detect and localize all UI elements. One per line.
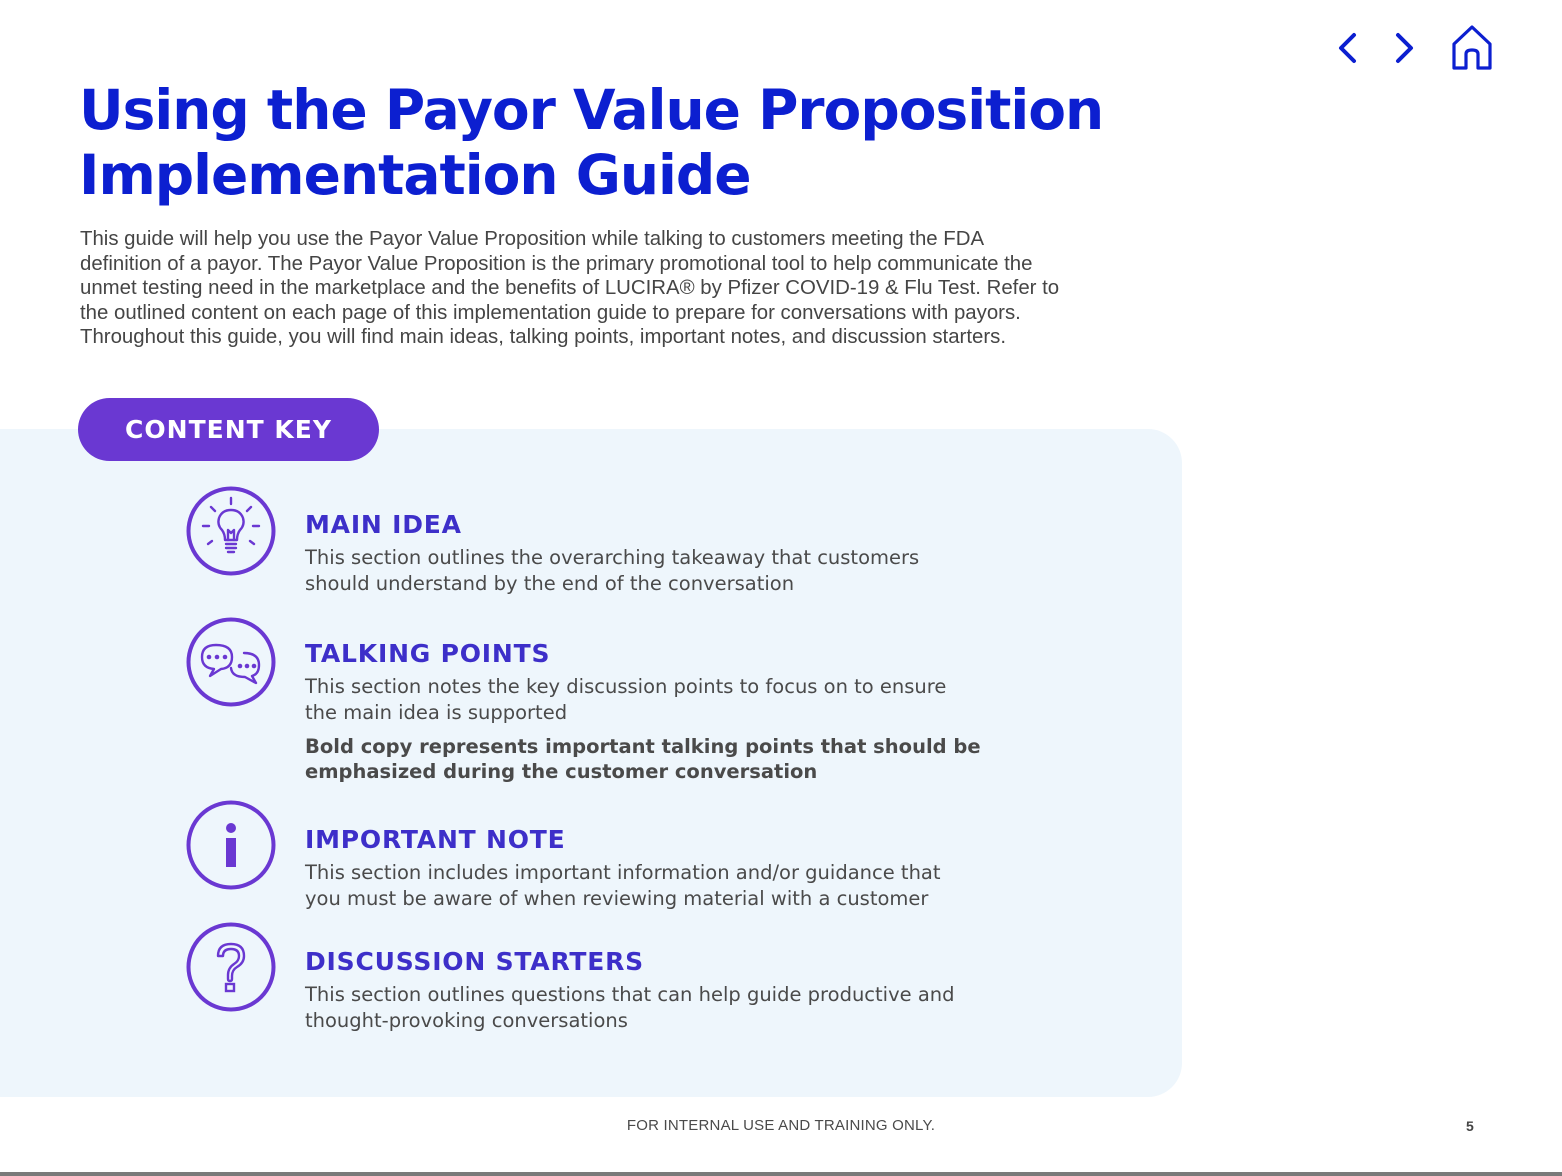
content-key-text xyxy=(305,825,1065,911)
content-key-description xyxy=(305,674,1045,725)
page-title-line: Implementation Guide xyxy=(79,143,751,207)
bold-line: emphasized during the customer conversation xyxy=(305,760,818,783)
description-line: should understand by the end of the conversation xyxy=(305,571,795,595)
page-title-line: Using the Payor Value Proposition xyxy=(79,78,1104,142)
intro-paragraph xyxy=(80,227,1190,350)
lightbulb-icon xyxy=(186,486,276,576)
content-key-description xyxy=(305,982,1045,1033)
page-number: 5 xyxy=(1466,1118,1474,1134)
bold-line: Bold copy represents important talking points that should be xyxy=(305,735,981,758)
content-key-description xyxy=(305,545,1045,596)
description-line: you must be aware of when reviewing material with a customer xyxy=(305,886,929,910)
next-page-button[interactable] xyxy=(1392,30,1418,71)
previous-page-button[interactable] xyxy=(1334,30,1360,71)
content-key-text xyxy=(305,947,1065,1033)
description-line: thought-provoking conversations xyxy=(305,1008,628,1032)
content-key-text xyxy=(305,639,1065,784)
footer-disclaimer: FOR INTERNAL USE AND TRAINING ONLY. xyxy=(626,1117,936,1134)
content-key-bold-note xyxy=(305,734,1045,784)
page-title xyxy=(79,78,1179,208)
description-line: This section outlines questions that can help guide productive and xyxy=(305,983,955,1006)
description-line: This section notes the key discussion points to focus on to ensure xyxy=(305,675,947,698)
content-key-title: TALKING POINTS xyxy=(305,639,551,668)
intro-line: This guide will help you use the Payor Value Proposition while talking to customers meeting the FDA xyxy=(80,228,985,250)
chevron-right-icon xyxy=(1392,30,1418,66)
intro-line: unmet testing need in the marketplace and the benefits of LUCIRA® by Pfizer COVID-19 & Flu Test. Refer to xyxy=(80,277,1060,300)
content-key-badge: CONTENT KEY xyxy=(78,398,379,461)
home-icon xyxy=(1450,22,1494,74)
content-key-text xyxy=(305,510,1065,596)
description-line: This section includes important information and/or guidance that xyxy=(305,861,941,884)
description-line: the main idea is supported xyxy=(305,700,568,724)
intro-line: definition of a payor. The Payor Value Proposition is the primary promotional tool to help communicate the xyxy=(80,252,1033,275)
content-key-title: DISCUSSION STARTERS xyxy=(305,947,644,976)
info-icon xyxy=(186,800,276,890)
content-key-title: MAIN IDEA xyxy=(305,510,462,539)
speech-bubbles-icon xyxy=(186,617,276,707)
intro-line: Throughout this guide, you will find main ideas, talking points, important notes, and discussion starters. xyxy=(80,326,1007,349)
chevron-left-icon xyxy=(1334,30,1360,66)
bottom-divider xyxy=(0,1172,1562,1176)
content-key-description xyxy=(305,860,1045,911)
description-line: This section outlines the overarching takeaway that customers xyxy=(305,546,920,569)
content-key-title: IMPORTANT NOTE xyxy=(305,825,566,854)
question-mark-icon xyxy=(186,922,276,1012)
home-button[interactable] xyxy=(1450,22,1494,79)
intro-line: the outlined content on each page of this implementation guide to prepare for conversations with payors. xyxy=(80,301,1021,324)
